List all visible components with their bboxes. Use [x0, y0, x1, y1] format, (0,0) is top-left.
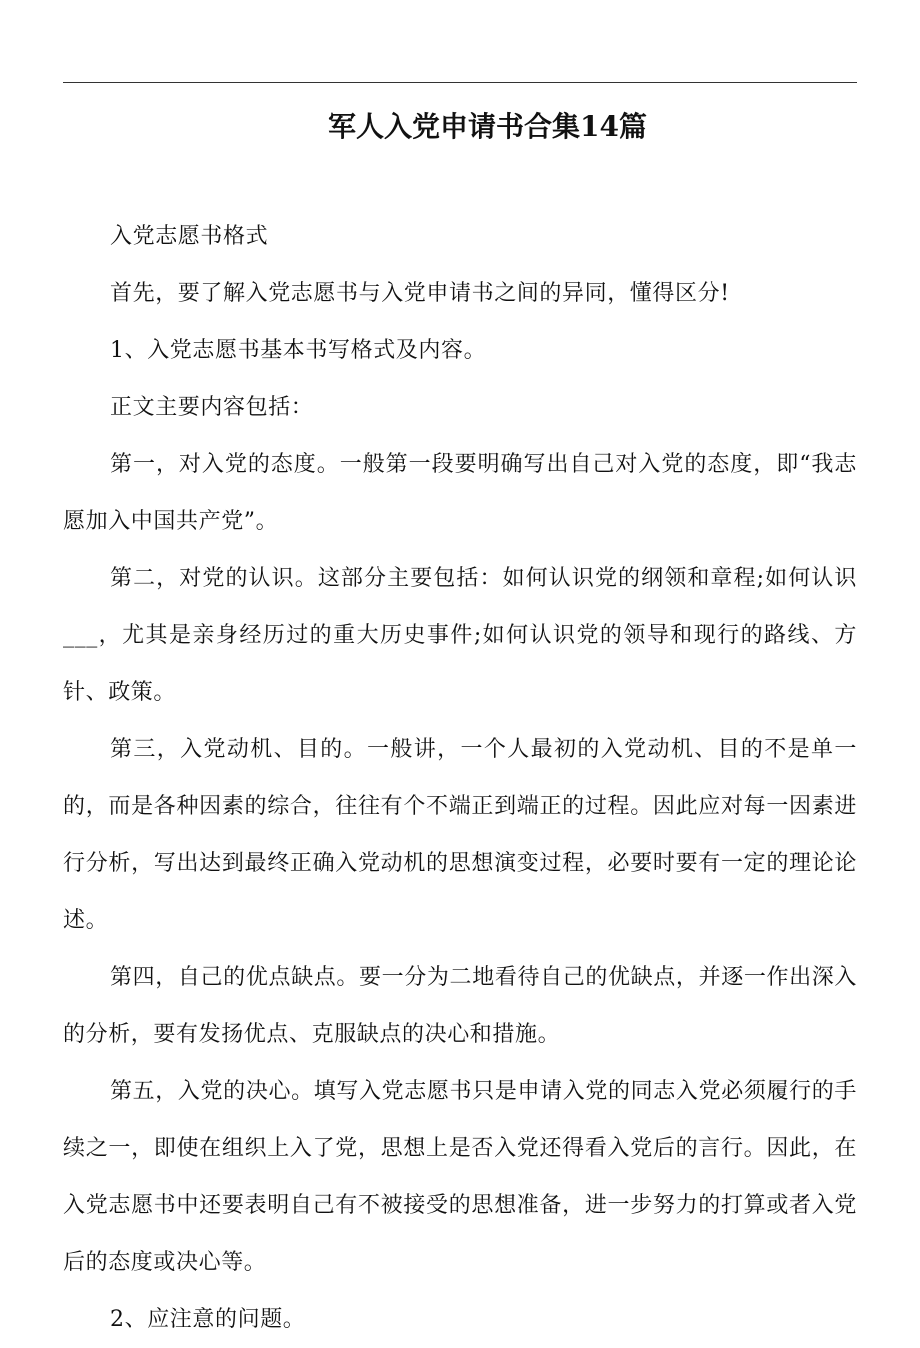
paragraph-body-content: 正文主要内容包括：: [110, 395, 314, 420]
document-title: 军人入党申请书合集14篇: [328, 109, 647, 143]
paragraph-point-1: 1、入党志愿书基本书写格式及内容。: [110, 338, 487, 363]
paragraph-section-heading: 入党志愿书格式: [110, 224, 269, 249]
paragraph-second: 第二，对党的认识。这部分主要包括：如何认识党的纲领和章程;如何认识___，尤其是亲身经历过的重大历史事件;如何认识党的领导和现行的路线、方针、政策。: [63, 566, 857, 705]
paragraph-first: 第一，对入党的态度。一般第一段要明确写出自己对入党的态度，即“我志愿加入中国共产党”。: [63, 452, 857, 534]
paragraph-fifth: 第五，入党的决心。填写入党志愿书只是申请入党的同志入党必须履行的手续之一，即使在组织上入了党，思想上是否入党还得看入党后的言行。因此，在入党志愿书中还要表明自己有不被接受的思想准备，进一步努力的打算或者入党后的态度或决心等。: [63, 1079, 857, 1275]
document-body: [63, 208, 857, 1348]
paragraph-point-2: 2、应注意的问题。: [110, 1307, 306, 1332]
paragraph-intro: 首先，要了解入党志愿书与入党申请书之间的异同，懂得区分!: [110, 281, 730, 306]
paragraph-fourth: 第四，自己的优点缺点。要一分为二地看待自己的优缺点，并逐一作出深入的分析，要有发扬优点、克服缺点的决心和措施。: [63, 965, 857, 1047]
header-rule: [63, 82, 857, 83]
paragraph-third: 第三，入党动机、目的。一般讲，一个人最初的入党动机、目的不是单一的，而是各种因素的综合，往往有个不端正到端正的过程。因此应对每一因素进行分析，写出达到最终正确入党动机的思想演变过程，必要时要有一定的理论论述。: [63, 737, 857, 933]
